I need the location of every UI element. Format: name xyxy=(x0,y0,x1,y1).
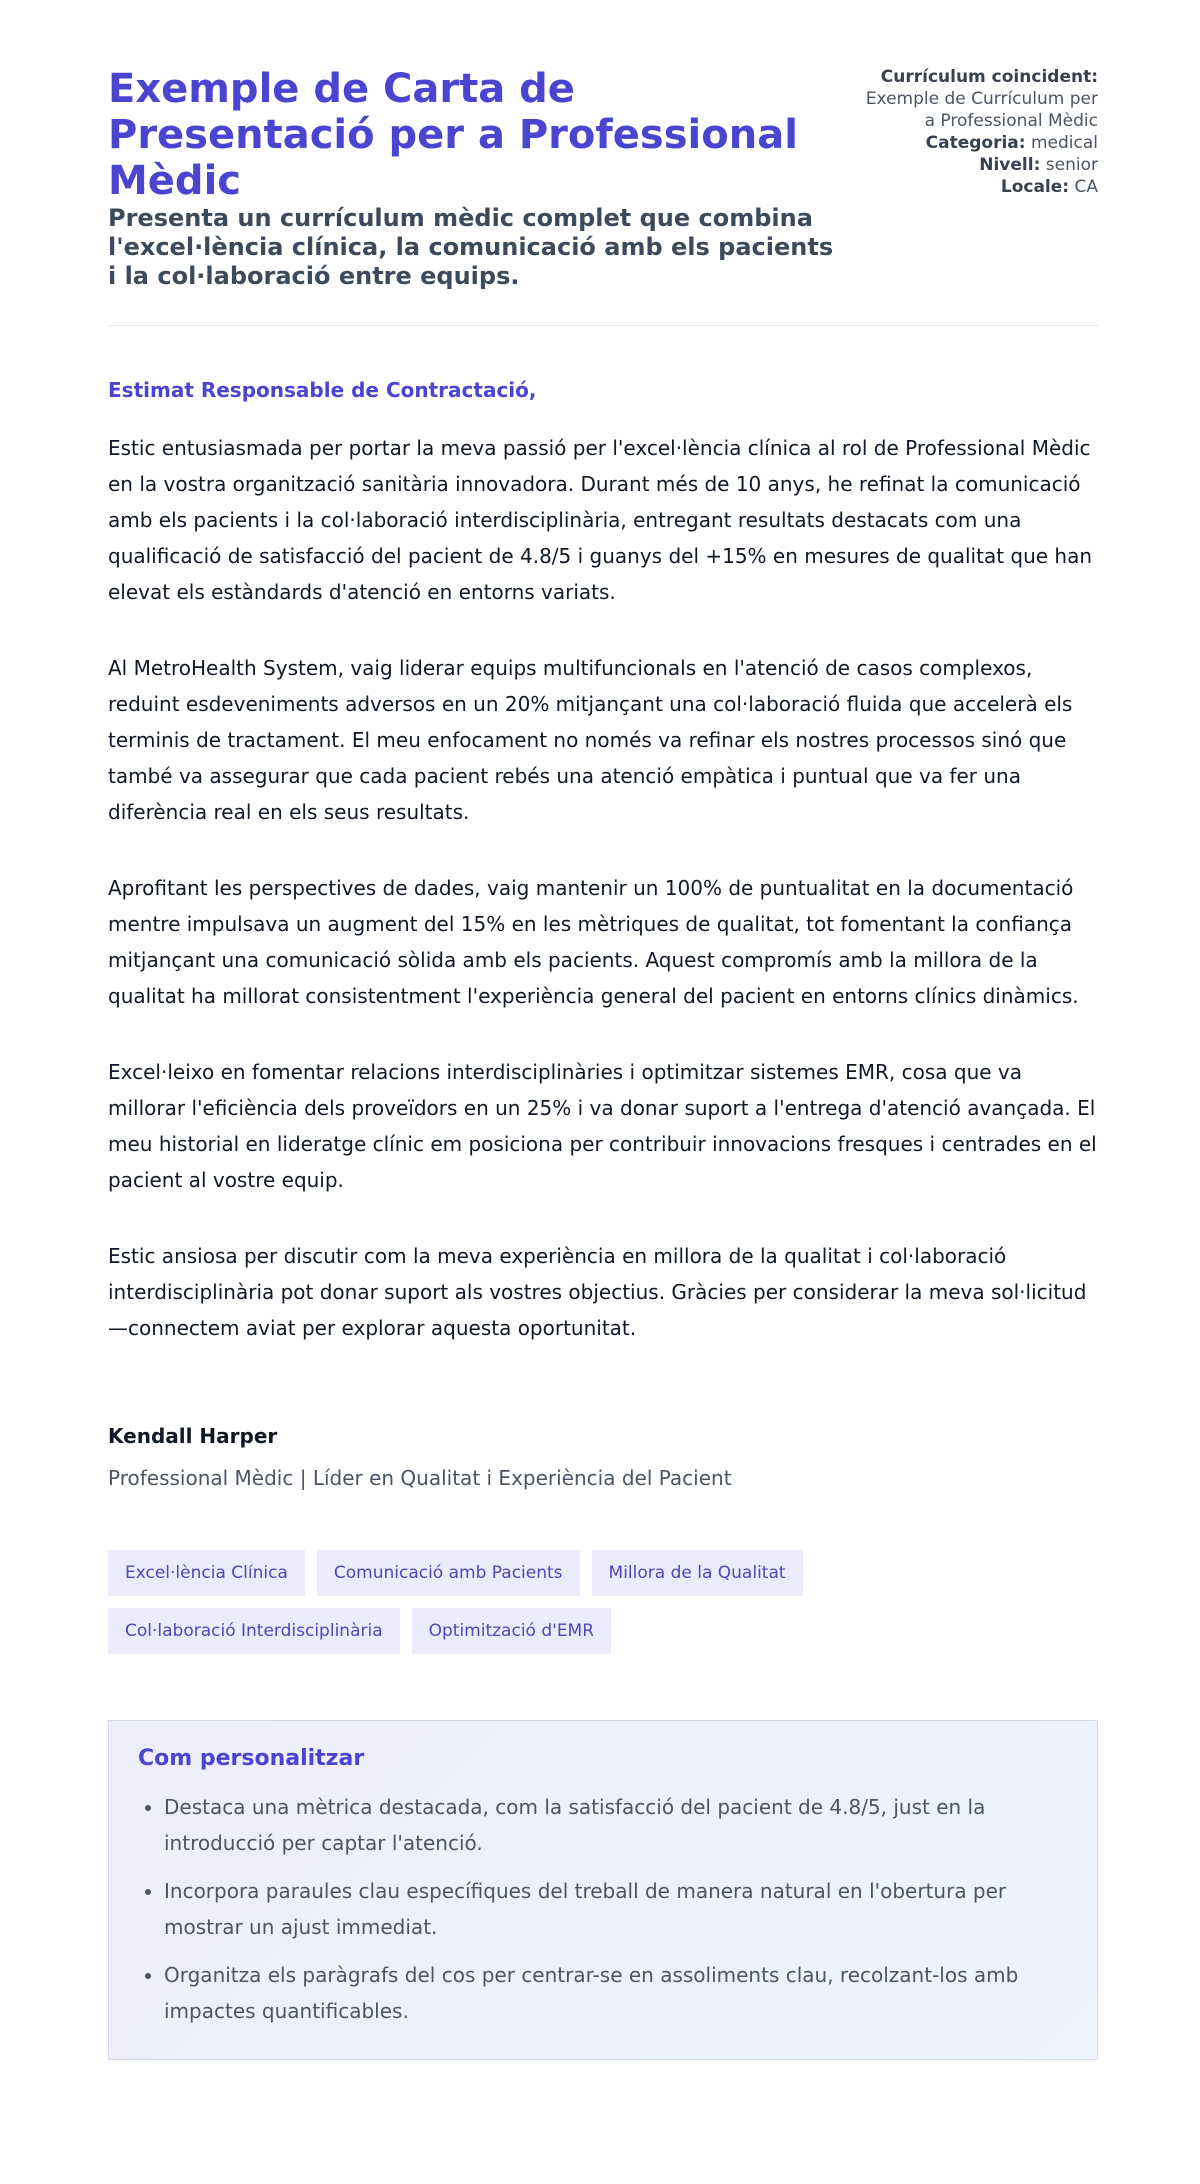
letter-paragraph: Al MetroHealth System, vaig liderar equips multifuncionals en l'atenció de casos complexos, reduint esdeveniments adversos en un 20% mitjançant una col·laboració fluida que accelerà els terminis de tractament. El meu enfocament no només va refinar els nostres processos sinó que també va assegurar que cada pacient rebés una atenció empàtica i puntual que va fer una diferència real en els seus resultats. xyxy=(108,656,1073,824)
letter-salutation: Estimat Responsable de Contractació, xyxy=(108,378,537,402)
skill-tag: Millora de la Qualitat xyxy=(592,1550,803,1596)
header-titles xyxy=(108,66,838,291)
meta-matching-label: Currículum coincident: xyxy=(880,67,1098,87)
meta-panel xyxy=(858,66,1098,198)
meta-level xyxy=(858,154,1098,176)
meta-locale-value: CA xyxy=(1074,177,1098,197)
header-divider xyxy=(108,325,1098,326)
page-title: Exemple de Carta de Presentació per a Professional Mèdic xyxy=(108,66,798,204)
skill-tag: Excel·lència Clínica xyxy=(108,1550,305,1596)
letter-body xyxy=(108,430,1098,1346)
meta-locale-label: Locale: xyxy=(1000,177,1070,197)
letter-paragraph: Excel·leixo en fomentar relacions interdisciplinàries i optimitzar sistemes EMR, cosa que va millorar l'eficiència dels proveïdors en un 25% i va donar suport a l'entrega d'atenció avançada. El meu historial en lideratge clínic em posiciona per contribuir innovacions fresques i centrades en el pacient al vostre equip. xyxy=(108,1060,1097,1192)
header xyxy=(108,66,1098,291)
signature-title: Professional Mèdic | Líder en Qualitat i Experiència del Pacient xyxy=(108,1466,732,1490)
tip-item: • Incorpora paraules clau específiques del treball de manera natural en l'obertura per mostrar un ajust immediat. xyxy=(164,1873,1068,1945)
meta-level-label: Nivell: xyxy=(979,155,1041,175)
skill-tag: Optimització d'EMR xyxy=(412,1608,611,1654)
skill-tag: Col·laboració Interdisciplinària xyxy=(108,1608,400,1654)
skill-tags xyxy=(108,1550,868,1654)
letter-paragraph: Estic ansiosa per discutir com la meva experiència en millora de la qualitat i col·laboració interdisciplinària pot donar suport als vostres objectius. Gràcies per considerar la meva sol·licitud—connectem aviat per explorar aquesta oportunitat. xyxy=(108,1244,1087,1340)
meta-category-value: medical xyxy=(1030,133,1098,153)
cover-letter-page xyxy=(108,66,1098,2060)
meta-locale xyxy=(858,176,1098,198)
meta-matching-resume xyxy=(858,66,1098,132)
tip-item: • Organitza els paràgrafs del cos per centrar-se en assoliments clau, recolzant-los amb impactes quantificables. xyxy=(164,1957,1068,2029)
skill-tag: Comunicació amb Pacients xyxy=(317,1550,580,1596)
customization-tips xyxy=(108,1720,1098,2060)
meta-matching-value: Exemple de Currículum per a Professional Mèdic xyxy=(865,89,1098,131)
tips-list xyxy=(138,1789,1068,2029)
tips-title: Com personalitzar xyxy=(138,1746,365,1771)
meta-level-value: senior xyxy=(1045,155,1098,175)
page-subtitle: Presenta un currículum mèdic complet que combina l'excel·lència clínica, la comunicació amb els pacients i la col·laboració entre equips. xyxy=(108,204,834,290)
meta-category xyxy=(858,132,1098,154)
tip-item: • Destaca una mètrica destacada, com la satisfacció del pacient de 4.8/5, just en la introducció per captar l'atenció. xyxy=(164,1789,1068,1861)
meta-category-label: Categoria: xyxy=(925,133,1026,153)
signature-name: Kendall Harper xyxy=(108,1424,278,1448)
letter-paragraph: Aprofitant les perspectives de dades, vaig mantenir un 100% de puntualitat en la documentació mentre impulsava un augment del 15% en les mètriques de qualitat, tot fomentant la confiança mitjançant una comunicació sòlida amb els pacients. Aquest compromís amb la millora de la qualitat ha millorat consistentment l'experiència general del pacient en entorns clínics dinàmics. xyxy=(108,876,1079,1008)
letter-paragraph: Estic entusiasmada per portar la meva passió per l'excel·lència clínica al rol de Professional Mèdic en la vostra organització sanitària innovadora. Durant més de 10 anys, he refinat la comunicació amb els pacients i la col·laboració interdisciplinària, entregant resultats destacats com una qualificació de satisfacció del pacient de 4.8/5 i guanys del +15% en mesures de qualitat que han elevat els estàndards d'atenció en entorns variats. xyxy=(108,436,1093,604)
